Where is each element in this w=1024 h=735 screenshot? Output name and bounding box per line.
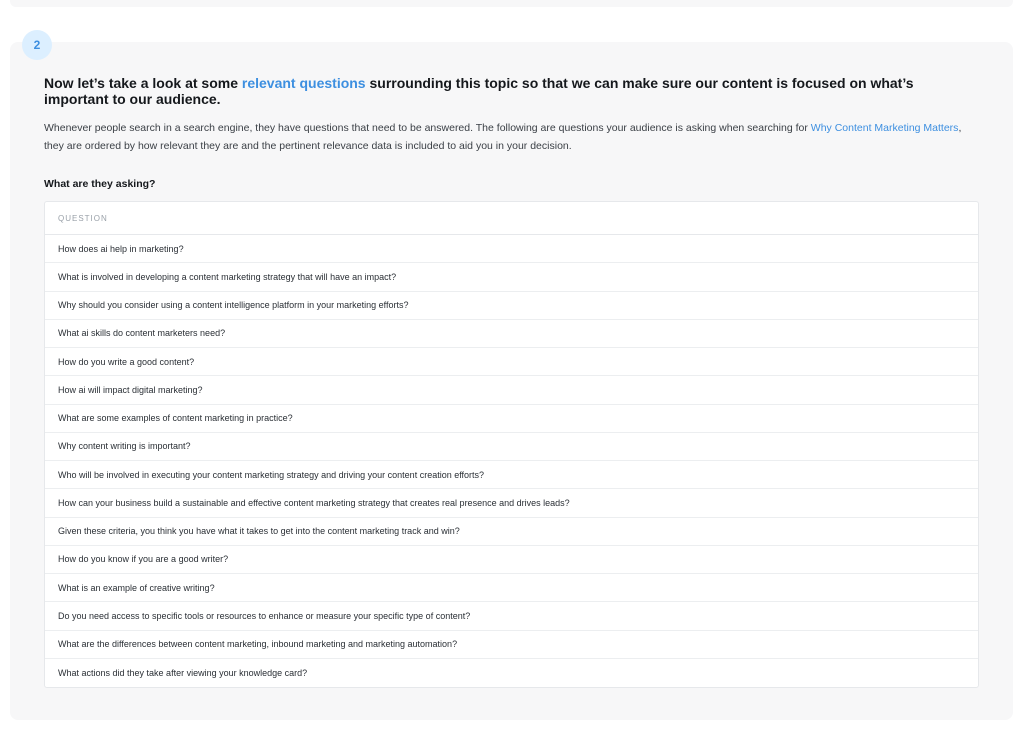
question-row[interactable]: What are the differences between content marketing, inbound marketing and marketing automation?: [45, 631, 978, 659]
intro-text-start: Whenever people search in a search engine, they have questions that need to be answered. The following are questions your audience is asking when searching for: [44, 122, 811, 134]
intro-text-end: , they are ordered by how relevant they are and the pertinent relevance data is included to aid you in your decision.: [44, 122, 962, 152]
section-headline: [44, 75, 974, 107]
question-column-header: QUESTION: [45, 202, 978, 235]
intro-paragraph: [44, 119, 974, 155]
questions-section-title: What are they asking?: [44, 178, 156, 190]
question-row[interactable]: Why content writing is important?: [45, 433, 978, 461]
step-number-badge: 2: [22, 30, 52, 60]
headline-accent-text: relevant questions: [241, 75, 366, 91]
question-row[interactable]: How can your business build a sustainable and effective content marketing strategy that creates real presence and drives leads?: [45, 489, 978, 517]
question-row[interactable]: How ai will impact digital marketing?: [45, 376, 978, 404]
headline-text-end: surrounding this topic so that we can make sure our content is focused on what’s important to our audience.: [44, 75, 914, 107]
question-row[interactable]: What actions did they take after viewing your knowledge card?: [58, 667, 308, 678]
question-row[interactable]: What are some examples of content marketing in practice?: [45, 405, 978, 433]
question-row[interactable]: What is an example of creative writing?: [45, 574, 978, 602]
question-row[interactable]: How do you write a good content?: [45, 348, 978, 376]
question-row[interactable]: How does ai help in marketing?: [45, 235, 978, 263]
question-row[interactable]: Why should you consider using a content intelligence platform in your marketing efforts?: [45, 292, 978, 320]
questions-table: [44, 201, 979, 688]
question-row[interactable]: Given these criteria, you think you have what it takes to get into the content marketing track and win?: [45, 518, 978, 546]
question-row[interactable]: What ai skills do content marketers need?: [45, 320, 978, 348]
headline-text-start: Now let’s take a look at some: [44, 75, 242, 91]
question-row[interactable]: Who will be involved in executing your content marketing strategy and driving your content creation efforts?: [45, 461, 978, 489]
question-row[interactable]: What is involved in developing a content marketing strategy that will have an impact?: [45, 263, 978, 291]
question-row[interactable]: How do you know if you are a good writer?: [45, 546, 978, 574]
topic-link[interactable]: Why Content Marketing Matters: [810, 122, 959, 134]
previous-card-edge: [10, 0, 1013, 7]
question-row[interactable]: Do you need access to specific tools or resources to enhance or measure your specific type of content?: [45, 602, 978, 630]
